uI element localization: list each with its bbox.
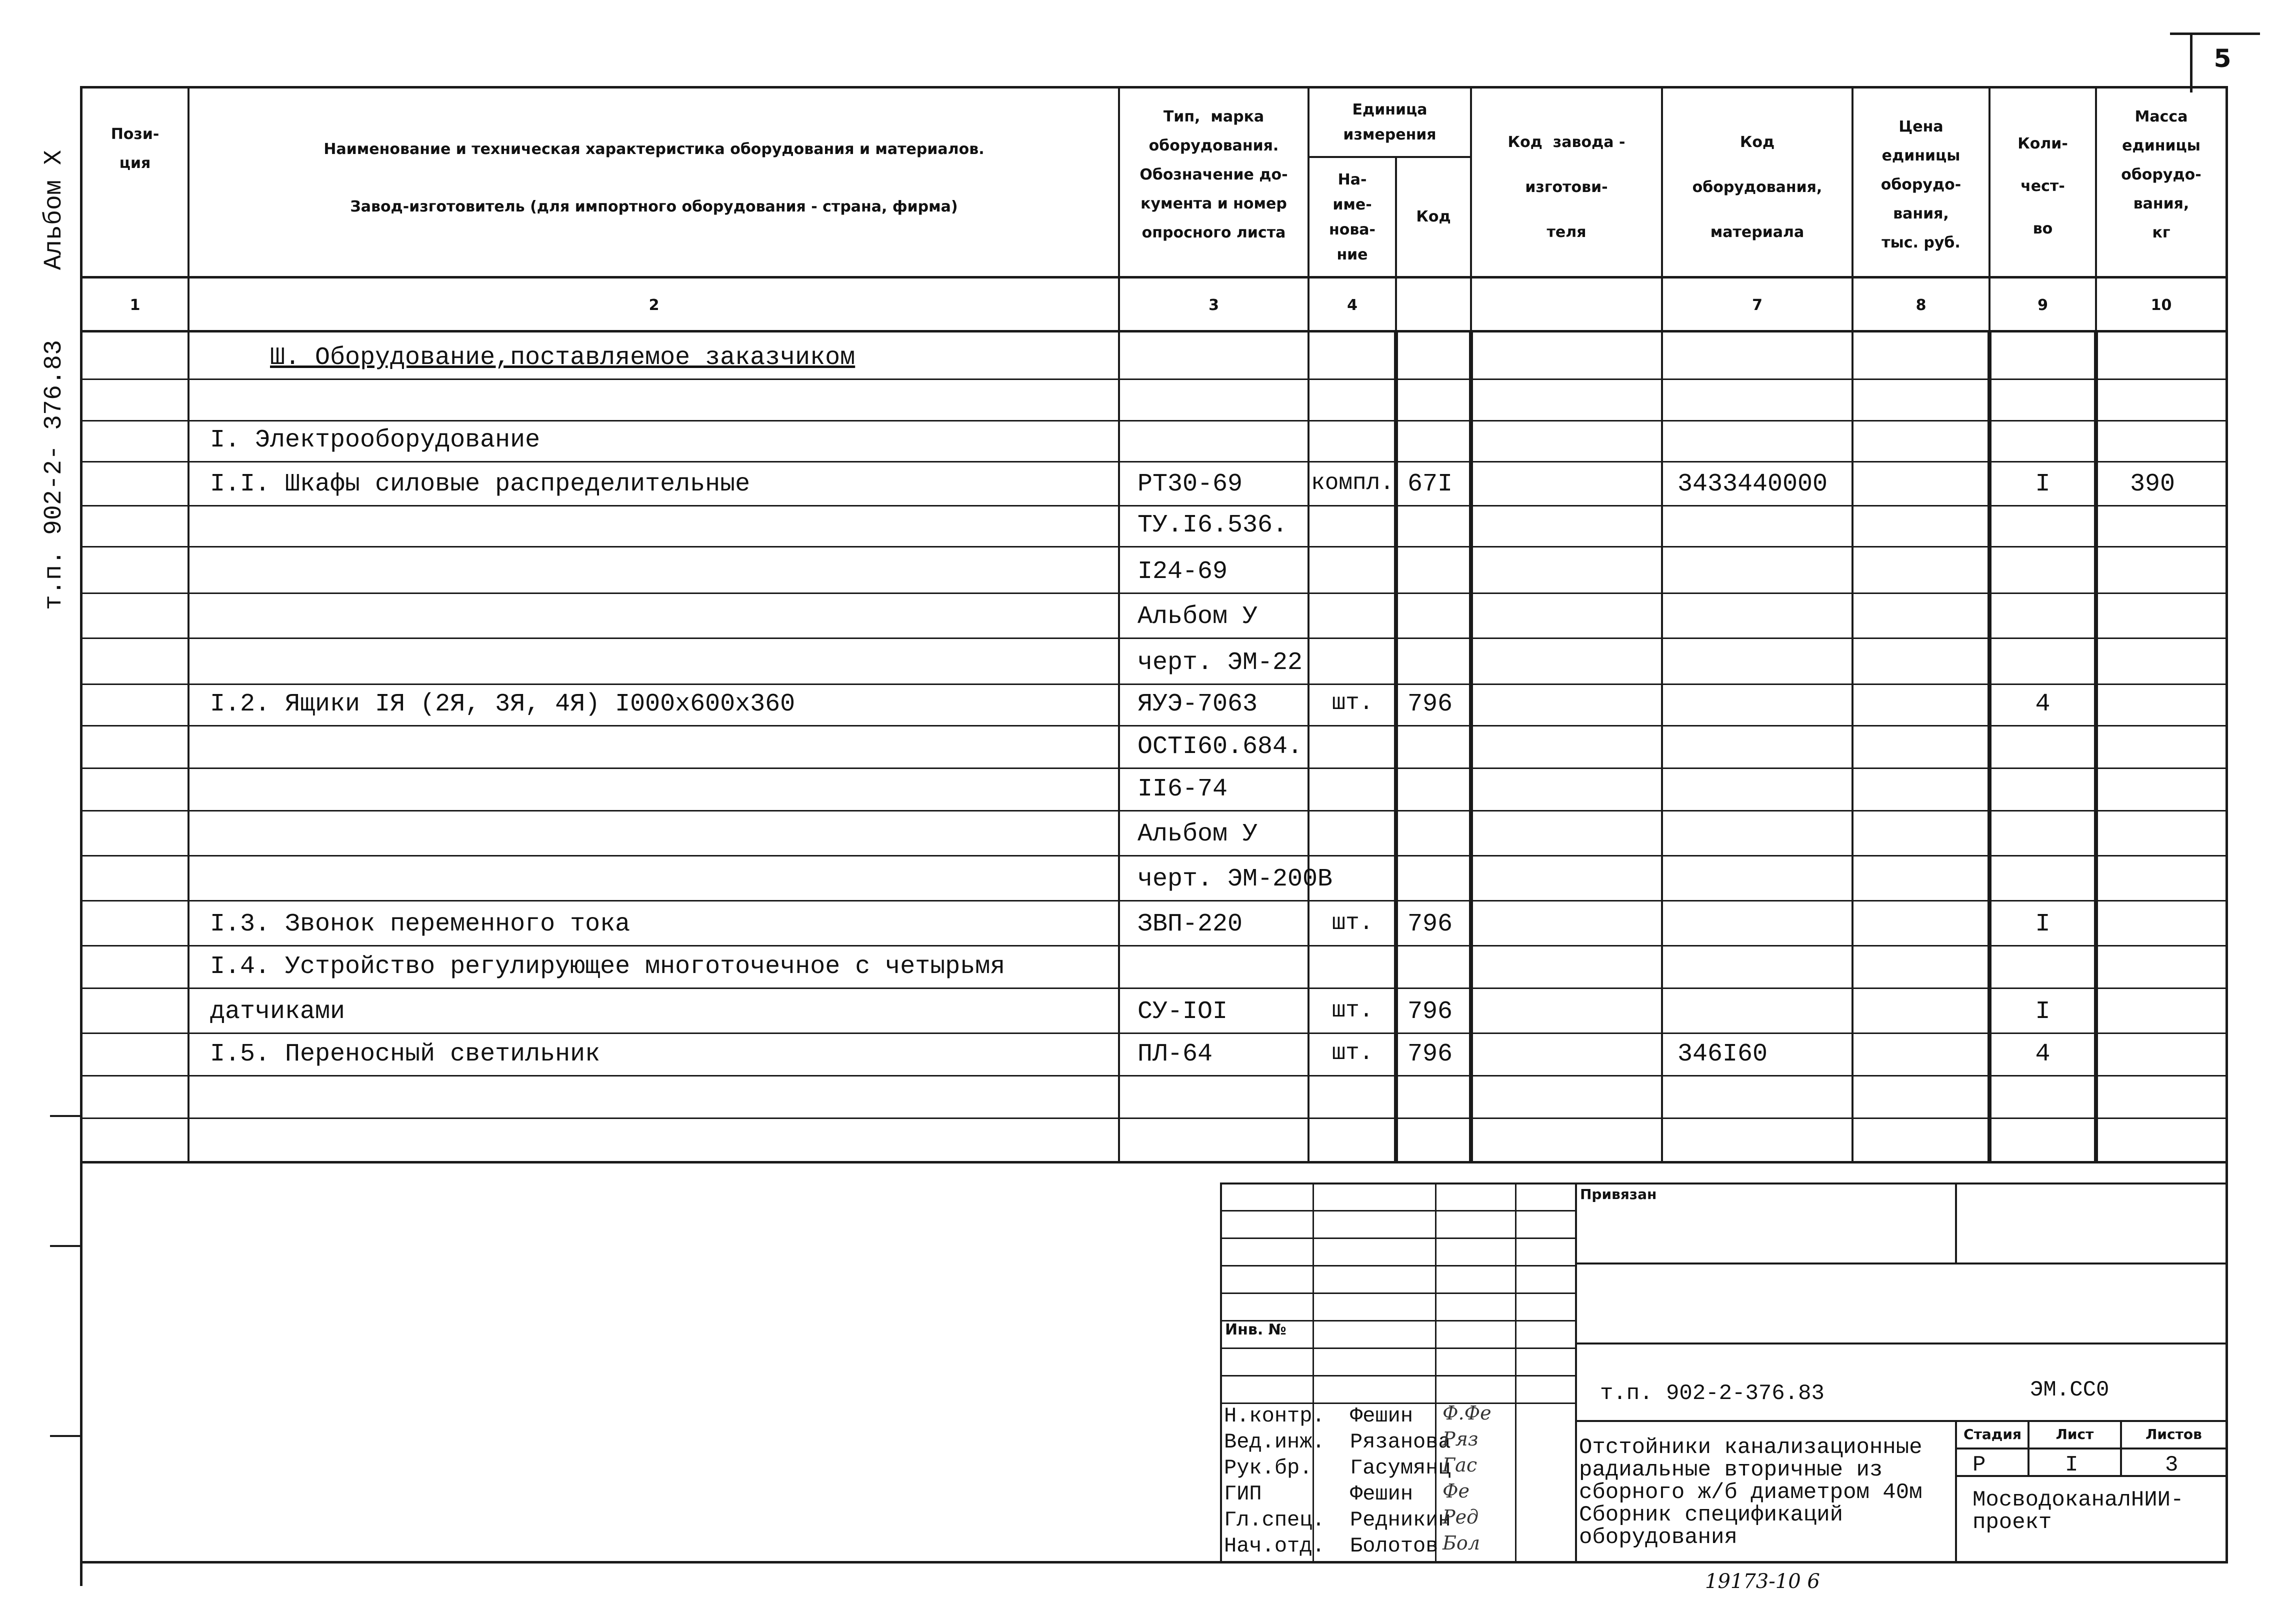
cell-name: I.5. Переносный светильник bbox=[210, 1040, 600, 1068]
stamp-grid-line bbox=[1220, 1348, 1576, 1349]
stamp-line bbox=[1955, 1420, 1957, 1562]
cell-name: Ш. Оборудование,поставляемое заказчиком bbox=[270, 344, 856, 372]
stamp-grid-line bbox=[1312, 1182, 1314, 1562]
signer-signature: Гас bbox=[1442, 1454, 1478, 1476]
signer-signature: Ред bbox=[1442, 1506, 1479, 1528]
cell-mass: 390 bbox=[2130, 470, 2176, 498]
cell-type: ПЛ-64 bbox=[1138, 1040, 1213, 1068]
row-separator bbox=[82, 855, 2226, 856]
cell-qty: 4 bbox=[2035, 690, 2050, 718]
colnum-10: 10 bbox=[2150, 296, 2172, 314]
stamp-org-2: проект bbox=[1972, 1510, 2052, 1535]
cell-unit: шт. bbox=[1332, 998, 1374, 1024]
stamp-line bbox=[1575, 1420, 2228, 1422]
stamp-line bbox=[1955, 1182, 1957, 1262]
colnum-2: 2 bbox=[648, 296, 660, 314]
margin-tick bbox=[50, 1245, 80, 1247]
cell-equip-code: 3433440000 bbox=[1678, 470, 1828, 498]
signer-name: Редникин bbox=[1350, 1508, 1451, 1532]
signer-role: ГИП bbox=[1224, 1482, 1262, 1506]
row-separator bbox=[82, 505, 2226, 506]
row-separator bbox=[82, 546, 2226, 548]
margin-tick bbox=[50, 1115, 80, 1117]
cell-name: датчиками bbox=[210, 998, 346, 1026]
signer-name: Болотов bbox=[1350, 1534, 1438, 1558]
stamp-sheet-label: Лист bbox=[2056, 1426, 2094, 1442]
cell-unit: компл. bbox=[1311, 470, 1394, 496]
signer-name: Гасумянц bbox=[1350, 1456, 1451, 1480]
header-unit-name: На- име- нова- ние bbox=[1328, 171, 1376, 264]
stamp-doc-code: ЭМ.СС0 bbox=[2030, 1378, 2110, 1402]
stamp-privyazan: Привязан bbox=[1580, 1186, 1657, 1202]
cell-code: 796 bbox=[1408, 910, 1453, 938]
cell-name: I.2. Ящики IЯ (2Я, 3Я, 4Я) I000х600х360 bbox=[210, 690, 796, 718]
stamp-sheet: I bbox=[2065, 1452, 2078, 1478]
stamp-top bbox=[1220, 1182, 2228, 1184]
signer-signature: Ряз bbox=[1442, 1428, 1478, 1450]
stamp-stage: Р bbox=[1972, 1452, 1986, 1478]
row-separator bbox=[82, 461, 2226, 462]
cell-name: I.4. Устройство регулирующее многоточечное с четырьмя bbox=[210, 952, 1006, 981]
table-border-right bbox=[2226, 86, 2228, 1563]
stamp-line bbox=[1955, 1448, 2228, 1450]
stamp-grid-line bbox=[1220, 1238, 1576, 1239]
row-separator bbox=[82, 768, 2226, 769]
stamp-title-3: сборного ж/б диаметром 40м bbox=[1579, 1480, 1922, 1505]
table-body-bottom bbox=[80, 1161, 2228, 1164]
cell-code: 796 bbox=[1408, 998, 1453, 1026]
stamp-title-1: Отстойники канализационные bbox=[1579, 1435, 1922, 1460]
stamp-grid-line bbox=[1220, 1375, 1576, 1376]
stamp-title-4: Сборник спецификаций bbox=[1579, 1502, 1844, 1528]
unit-group-divider bbox=[1308, 156, 1471, 158]
stamp-org-1: МосводоканалНИИ- bbox=[1972, 1488, 2184, 1512]
row-separator bbox=[82, 725, 2226, 726]
header-mass: Масса единицы оборудо- вания, кг bbox=[2121, 108, 2202, 242]
cell-type: СУ-IOI bbox=[1138, 998, 1228, 1026]
stamp-divider bbox=[1575, 1182, 1577, 1562]
colnum-4: 4 bbox=[1347, 296, 1358, 314]
stamp-title-5: оборудования bbox=[1579, 1525, 1738, 1550]
header-plant-code: Код завода - изготови- теля bbox=[1508, 134, 1626, 241]
stamp-stage-label: Стадия bbox=[1964, 1426, 2022, 1442]
cell-type: ЯУЭ-7063 bbox=[1138, 690, 1258, 718]
row-separator bbox=[82, 988, 2226, 989]
header-name-line1: Наименование и техническая характеристика оборудования и материалов. bbox=[324, 140, 984, 158]
row-separator bbox=[82, 1075, 2226, 1076]
stamp-left bbox=[1220, 1182, 1222, 1562]
header-name-line2: Завод-изготовитель (для импортного оборудования - страна, фирма) bbox=[350, 198, 958, 216]
signer-name: Фешин bbox=[1350, 1482, 1414, 1506]
stamp-grid-line bbox=[1515, 1182, 1516, 1562]
signer-role: Нач.отд. bbox=[1224, 1534, 1325, 1558]
row-separator bbox=[82, 592, 2226, 594]
stamp-grid-line bbox=[1220, 1265, 1576, 1266]
row-separator bbox=[82, 900, 2226, 902]
bottom-note: 19173-10 6 bbox=[1705, 1570, 1820, 1593]
sheet-number-border-left bbox=[2190, 32, 2192, 92]
cell-code: 796 bbox=[1408, 1040, 1453, 1068]
cell-type: ТУ.I6.536. bbox=[1138, 511, 1288, 540]
header-price: Цена единицы оборудо- вания, тыс. руб. bbox=[1880, 118, 1962, 252]
stamp-grid-line bbox=[1435, 1182, 1436, 1562]
bold-frame bbox=[2094, 332, 2098, 1162]
cell-equip-code: 346I60 bbox=[1678, 1040, 1768, 1068]
cell-qty: I bbox=[2035, 910, 2050, 938]
cell-name: I.3. Звонок переменного тока bbox=[210, 910, 630, 938]
cell-qty: I bbox=[2035, 998, 2050, 1026]
colnum-3: 3 bbox=[1208, 296, 1219, 314]
cell-unit: шт. bbox=[1332, 1040, 1374, 1066]
signer-signature: Бол bbox=[1442, 1532, 1480, 1554]
cell-name: I. Электрооборудование bbox=[210, 426, 540, 454]
row-separator bbox=[82, 1032, 2226, 1034]
cell-type: черт. ЭМ-200В bbox=[1138, 865, 1333, 894]
cell-qty: I bbox=[2035, 470, 2050, 498]
bold-frame bbox=[1469, 332, 1473, 1162]
cell-type: РТ30-69 bbox=[1138, 470, 1243, 498]
cell-type: Альбом У bbox=[1138, 820, 1258, 848]
stamp-title-2: радиальные вторичные из bbox=[1579, 1458, 1883, 1482]
signer-name: Фешин bbox=[1350, 1404, 1414, 1428]
margin-tick bbox=[50, 1435, 80, 1437]
stamp-line bbox=[1575, 1262, 2228, 1264]
colnum-bottom bbox=[80, 330, 2228, 332]
signer-signature: Ф.Фе bbox=[1442, 1402, 1492, 1424]
bold-frame bbox=[1988, 332, 1992, 1162]
sheet-number: 5 bbox=[2214, 44, 2232, 73]
stamp-line bbox=[1575, 1342, 2228, 1344]
signer-name: Рязанова bbox=[1350, 1430, 1451, 1454]
header-position: Пози- ция bbox=[110, 126, 160, 172]
signer-signature: Фе bbox=[1442, 1480, 1470, 1502]
colnum-7: 7 bbox=[1752, 296, 1762, 314]
cell-code: 67I bbox=[1408, 470, 1453, 498]
stamp-grid-line bbox=[1220, 1292, 1576, 1294]
cell-qty: 4 bbox=[2035, 1040, 2050, 1068]
row-separator bbox=[82, 378, 2226, 380]
cell-type: ЗВП-220 bbox=[1138, 910, 1243, 938]
header-equip-code: Код оборудования, материала bbox=[1692, 134, 1822, 241]
row-separator bbox=[82, 684, 2226, 685]
cell-type: ОСТI60.684. bbox=[1138, 732, 1303, 761]
stamp-grid-line bbox=[1220, 1210, 1576, 1212]
row-separator bbox=[82, 420, 2226, 422]
header-unit-group: Единица измерения bbox=[1343, 101, 1436, 144]
signer-role: Рук.бр. bbox=[1224, 1456, 1312, 1480]
row-separator bbox=[82, 1118, 2226, 1119]
signer-role: Н.контр. bbox=[1224, 1404, 1325, 1428]
colnum-1: 1 bbox=[130, 296, 140, 314]
cell-name: I.I. Шкафы силовые распределительные bbox=[210, 470, 750, 498]
stamp-project-code: т.п. 902-2-376.83 bbox=[1600, 1381, 1824, 1406]
cell-code: 796 bbox=[1408, 690, 1453, 718]
cell-type: I24-69 bbox=[1138, 558, 1228, 586]
colnum-9: 9 bbox=[2038, 296, 2048, 314]
stamp-inv-no: Инв. № bbox=[1225, 1321, 1286, 1338]
stamp-sheets-label: Листов bbox=[2146, 1426, 2202, 1442]
cell-type: Альбом У bbox=[1138, 602, 1258, 631]
cell-unit: шт. bbox=[1332, 690, 1374, 716]
row-separator bbox=[82, 638, 2226, 639]
signer-role: Вед.инж. bbox=[1224, 1430, 1325, 1454]
col-line bbox=[188, 86, 190, 1162]
table-border-top bbox=[80, 86, 2228, 88]
signer-role: Гл.спец. bbox=[1224, 1508, 1325, 1532]
row-separator bbox=[82, 810, 2226, 812]
sheet-number-border-top bbox=[2170, 32, 2260, 35]
colnum-8: 8 bbox=[1916, 296, 1926, 314]
stamp-sheets: 3 bbox=[2165, 1452, 2178, 1478]
header-bottom bbox=[80, 276, 2228, 278]
cell-type: II6-74 bbox=[1138, 775, 1228, 804]
side-album-label: Альбом X bbox=[40, 150, 68, 270]
header-qty: Коли- чест- во bbox=[2018, 135, 2068, 238]
cell-type: черт. ЭМ-22 bbox=[1138, 648, 1303, 677]
cell-unit: шт. bbox=[1332, 910, 1374, 936]
table-border-bottom bbox=[80, 1561, 2228, 1564]
side-project-label: т.п. 902-2- 376.83 bbox=[40, 340, 68, 610]
row-separator bbox=[82, 945, 2226, 946]
header-unit-code: Код bbox=[1416, 208, 1451, 226]
stamp-line bbox=[1955, 1475, 2228, 1477]
bold-frame bbox=[1394, 332, 1398, 1162]
header-type: Тип, марка оборудования. Обозначение до- кумента и номер опросного листа bbox=[1140, 108, 1288, 242]
